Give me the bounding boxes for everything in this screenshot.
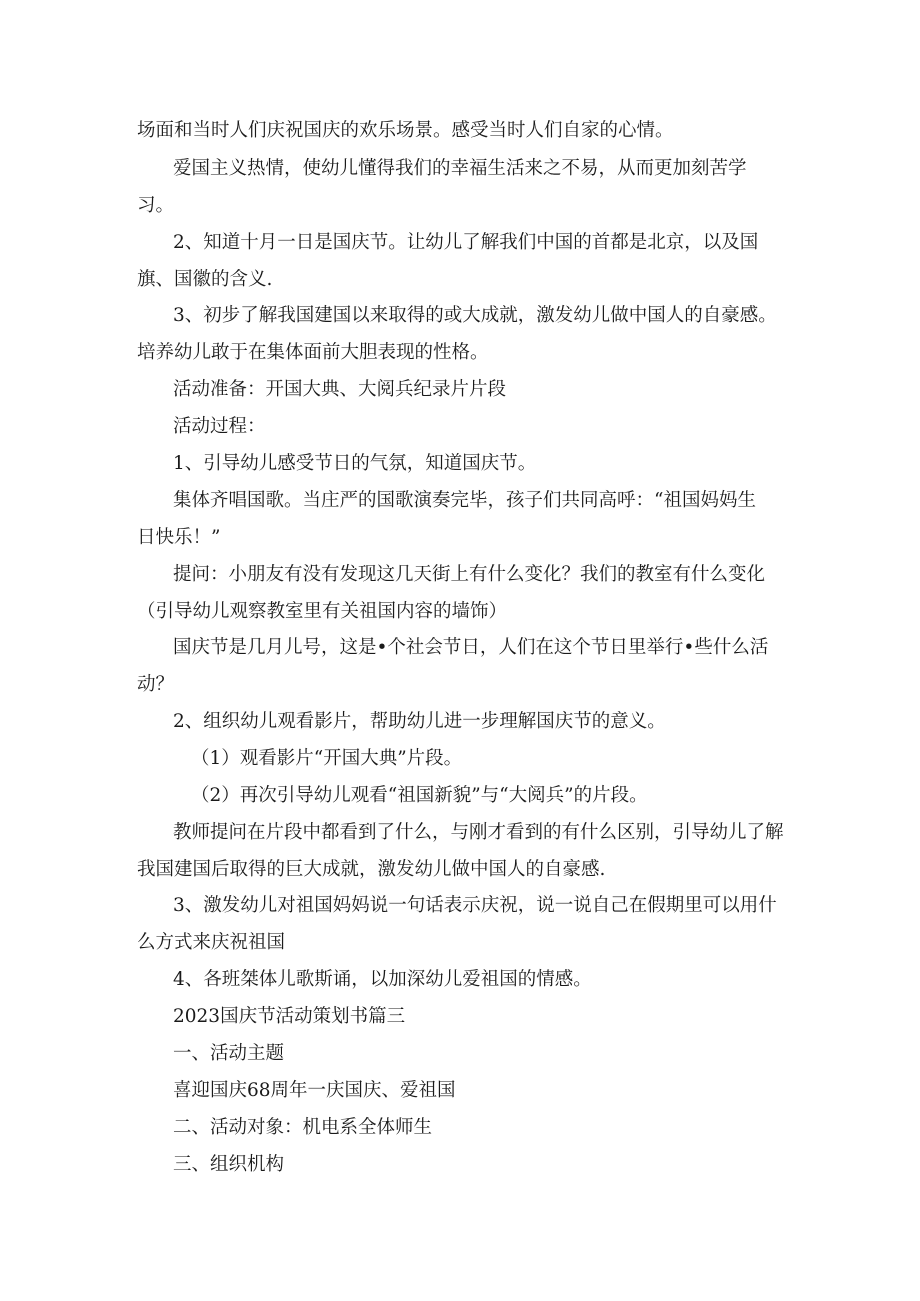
text-line: 培养幼儿敢于在集体面前大胆表现的性格。 [137, 341, 489, 363]
text-line: 3、激发幼儿对祖国妈妈说一句话表示庆祝，说一说自己在假期里可以用什 [173, 895, 777, 916]
text-line: 喜迎国庆68周年一庆国庆、爱祖国 [173, 1080, 456, 1101]
paragraph-14 [137, 815, 785, 888]
paragraph-11 [137, 704, 785, 741]
section-heading [137, 999, 785, 1036]
text-line: 2023国庆节活动策划书篇三 [173, 1006, 406, 1027]
text-line: 一、活动主题 [173, 1043, 285, 1064]
paragraph-3 [137, 225, 785, 298]
text-line: （引导幼儿观察教室里有关祖国内容的墙饰） [137, 600, 508, 622]
text-line: 动？ [137, 673, 175, 695]
text-line: 习。 [137, 194, 175, 216]
paragraph-20 [137, 1110, 785, 1147]
text-line: 活动过程： [173, 416, 266, 437]
text-line: 2、组织幼儿观看影片，帮助幼儿进一步理解国庆节的意义。 [173, 711, 666, 732]
text-line: （1）观看影片“开国大典”片段。 [191, 748, 463, 769]
paragraph-9 [137, 557, 785, 630]
paragraph-18 [137, 1036, 785, 1073]
paragraph-7 [137, 446, 785, 483]
text-line: 日快乐！” [137, 526, 221, 548]
text-line: 活动准备：开国大典、大阅兵纪录片片段 [173, 379, 507, 400]
text-line: 国庆节是几月儿号，这是•个社会节日，人们在这个节日里举行•些什么活 [173, 637, 769, 658]
paragraph-13 [137, 778, 785, 815]
text-line: 场面和当时人们庆祝国庆的欢乐场景。感受当时人们自家的心情。 [137, 120, 674, 141]
text-line: 集体齐唱国歌。当庄严的国歌演奏完毕，孩子们共同高呼：“祖国妈妈生 [173, 490, 756, 511]
text-line: 旗、国徽的含义. [137, 268, 273, 290]
text-line: 爱国主义热情，使幼儿懂得我们的幸福生活来之不易，从而更加刻苦学 [173, 158, 747, 179]
text-line: （2）再次引导幼儿观看“祖国新貌”与“大阅兵”的片段。 [191, 785, 648, 806]
paragraph-10 [137, 630, 785, 703]
text-line: 我国建国后取得的巨大成就，激发幼儿做中国人的自豪感. [137, 858, 606, 880]
paragraph-19 [137, 1073, 785, 1110]
text-line: 2、知道十月一日是国庆节。让幼儿了解我们中国的首都是北京，以及国 [173, 232, 759, 253]
paragraph-8 [137, 483, 785, 556]
text-line: 三、组织机构 [173, 1154, 285, 1175]
text-line: 教师提问在片段中都看到了什么，与刚才看到的有什么区别，引导幼儿了解 [173, 822, 784, 843]
text-line: 提问：小朋友有没有发现这几天街上有什么变化？我们的教室有什么变化 [173, 564, 766, 585]
paragraph-1 [137, 113, 785, 150]
text-line: 3、初步了解我国建国以来取得的或大成就，激发幼儿做中国人的自豪感。 [173, 305, 777, 326]
text-line: 二、活动对象：机电系全体师生 [173, 1117, 433, 1138]
paragraph-12 [137, 741, 785, 778]
paragraph-16 [137, 962, 785, 999]
paragraph-6 [137, 409, 785, 446]
paragraph-15 [137, 888, 785, 961]
text-line: 4、各班桀体儿歌斯诵，以加深幼儿爱祖国的情感。 [173, 969, 592, 990]
paragraph-2 [137, 151, 785, 224]
paragraph-5 [137, 372, 785, 409]
text-line: 么方式来庆祝祖国 [137, 931, 286, 953]
text-line: 1、引导幼儿感受节日的气氛，知道国庆节。 [173, 453, 537, 474]
paragraph-21 [137, 1147, 785, 1184]
paragraph-4 [137, 298, 785, 371]
